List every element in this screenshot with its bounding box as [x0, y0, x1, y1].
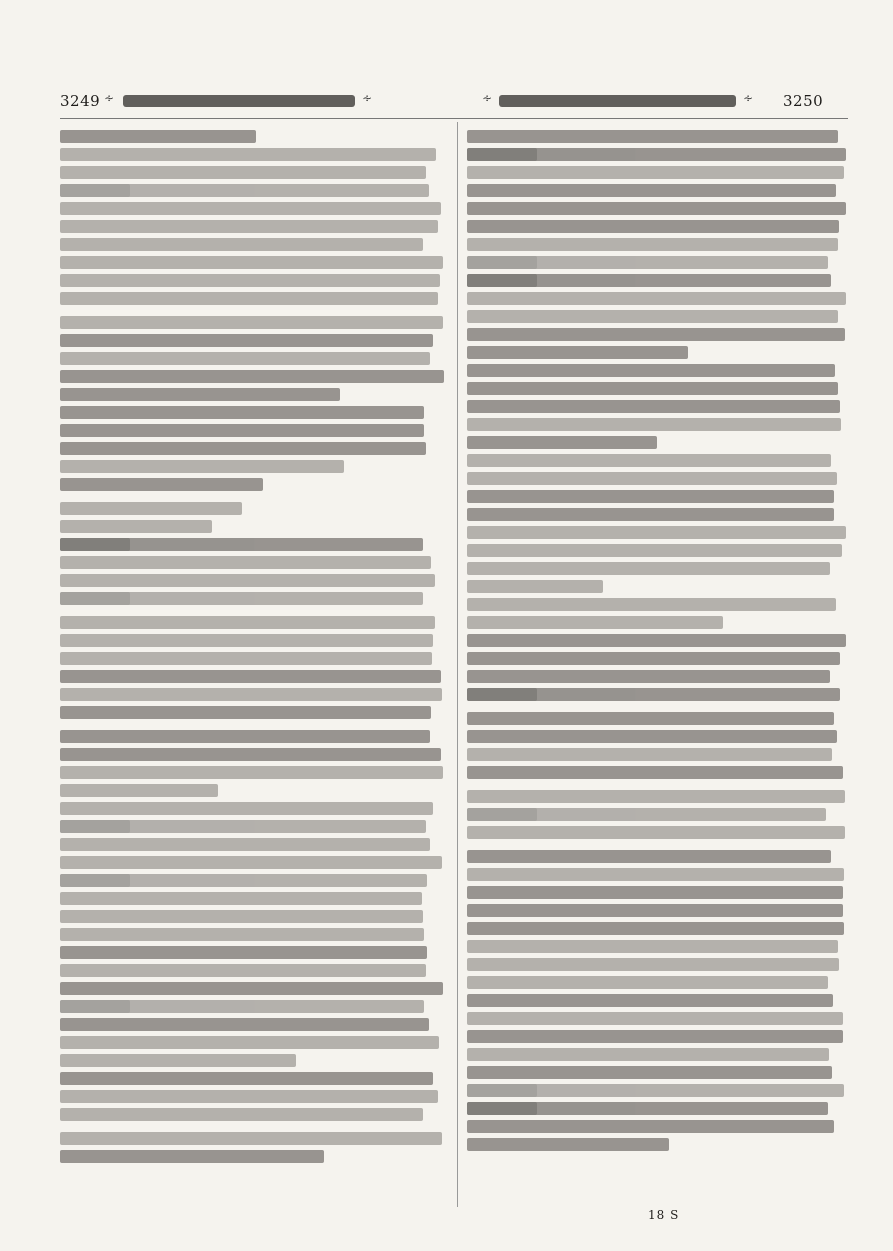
- text-line: [60, 502, 242, 515]
- text-line: [467, 904, 843, 917]
- text-line: [60, 1108, 423, 1121]
- text-line: [60, 1150, 324, 1163]
- text-line: [60, 1090, 438, 1103]
- text-line: [467, 730, 837, 743]
- text-line: [60, 166, 426, 179]
- text-line: [60, 238, 423, 251]
- text-line: [467, 958, 839, 971]
- text-line: [60, 928, 424, 941]
- text-line: [467, 922, 844, 935]
- text-line: [467, 790, 845, 803]
- text-line: [467, 490, 834, 503]
- text-line: [60, 442, 426, 455]
- text-line: [467, 598, 836, 611]
- text-line: [467, 472, 837, 485]
- column-divider: [457, 122, 458, 1207]
- text-line: [467, 1138, 669, 1151]
- text-line: [60, 520, 212, 533]
- text-line: [467, 886, 843, 899]
- text-line: [60, 730, 430, 743]
- text-line: [467, 766, 843, 779]
- text-line: [60, 538, 423, 551]
- text-line: [467, 310, 838, 323]
- text-line: [467, 976, 828, 989]
- text-line: [60, 202, 441, 215]
- text-line: [467, 328, 845, 341]
- text-line: [60, 148, 436, 161]
- text-line: [60, 616, 435, 629]
- text-line: [467, 382, 838, 395]
- text-line: [60, 910, 423, 923]
- text-line: [60, 982, 443, 995]
- right-page-number: 3250: [783, 92, 824, 110]
- text-line: [60, 802, 433, 815]
- text-line: [60, 130, 256, 143]
- text-line: [467, 238, 838, 251]
- text-line: [467, 850, 831, 863]
- text-line: [60, 688, 442, 701]
- header-rule: [60, 118, 848, 119]
- text-line: [467, 544, 842, 557]
- text-line: [467, 940, 838, 953]
- left-page-number: 3249: [60, 92, 101, 110]
- text-line: [60, 874, 427, 887]
- text-line: [60, 1036, 439, 1049]
- text-line: [467, 826, 845, 839]
- text-line: [467, 508, 834, 521]
- text-line: [467, 748, 832, 761]
- text-line: [467, 346, 688, 359]
- text-line: [467, 1102, 828, 1115]
- text-line: [60, 634, 433, 647]
- text-line: [60, 352, 430, 365]
- text-line: [467, 616, 723, 629]
- text-line: [467, 148, 846, 161]
- text-line: [60, 670, 441, 683]
- text-line: [60, 388, 340, 401]
- text-line: [60, 784, 218, 797]
- text-line: [60, 1054, 296, 1067]
- text-line: [467, 526, 846, 539]
- left-running-head: [123, 95, 355, 107]
- text-line: [467, 220, 839, 233]
- text-line: [467, 808, 826, 821]
- text-line: [60, 556, 431, 569]
- text-line: [467, 1120, 834, 1133]
- text-line: [467, 868, 844, 881]
- text-line: [60, 748, 441, 761]
- text-line: [467, 712, 834, 725]
- page-header: [0, 92, 893, 118]
- text-line: [467, 400, 840, 413]
- text-line: [467, 1030, 843, 1043]
- ornament-icon: ∻: [482, 91, 493, 105]
- text-line: [467, 688, 840, 701]
- text-line: [467, 184, 836, 197]
- text-line: [60, 370, 444, 383]
- text-line: [467, 256, 828, 269]
- text-line: [467, 364, 835, 377]
- ornament-icon: ∻: [104, 91, 115, 105]
- text-line: [60, 1132, 442, 1145]
- text-line: [60, 964, 426, 977]
- text-line: [467, 202, 846, 215]
- text-line: [467, 454, 831, 467]
- text-line: [60, 706, 431, 719]
- text-line: [467, 994, 833, 1007]
- text-line: [467, 436, 657, 449]
- text-line: [60, 460, 344, 473]
- text-line: [467, 1084, 844, 1097]
- text-line: [60, 1000, 424, 1013]
- signature-mark: 18 S: [648, 1208, 680, 1222]
- ornament-icon: ∻: [743, 91, 754, 105]
- text-line: [60, 292, 438, 305]
- text-line: [60, 766, 443, 779]
- text-line: [467, 130, 838, 143]
- text-line: [467, 634, 846, 647]
- text-line: [60, 220, 438, 233]
- text-line: [60, 946, 427, 959]
- text-line: [467, 166, 844, 179]
- text-line: [60, 184, 429, 197]
- text-line: [467, 292, 846, 305]
- text-line: [60, 652, 432, 665]
- text-line: [467, 1066, 832, 1079]
- right-column: [467, 130, 848, 1220]
- ornament-icon: ∻: [362, 91, 373, 105]
- text-line: [467, 580, 603, 593]
- text-line: [60, 274, 440, 287]
- text-line: [60, 1072, 433, 1085]
- text-line: [467, 670, 830, 683]
- text-line: [467, 1012, 843, 1025]
- text-line: [467, 562, 830, 575]
- left-column: [60, 130, 445, 1220]
- text-line: [60, 592, 423, 605]
- text-line: [467, 418, 841, 431]
- text-line: [60, 820, 426, 833]
- text-line: [467, 274, 831, 287]
- text-line: [60, 1018, 429, 1031]
- right-running-head: [499, 95, 736, 107]
- text-line: [60, 424, 424, 437]
- text-line: [60, 256, 443, 269]
- text-line: [60, 574, 435, 587]
- text-line: [60, 856, 442, 869]
- text-line: [60, 478, 263, 491]
- text-line: [60, 316, 443, 329]
- text-line: [60, 892, 422, 905]
- text-line: [60, 334, 433, 347]
- text-line: [60, 838, 430, 851]
- text-line: [60, 406, 424, 419]
- text-line: [467, 1048, 829, 1061]
- text-line: [467, 652, 840, 665]
